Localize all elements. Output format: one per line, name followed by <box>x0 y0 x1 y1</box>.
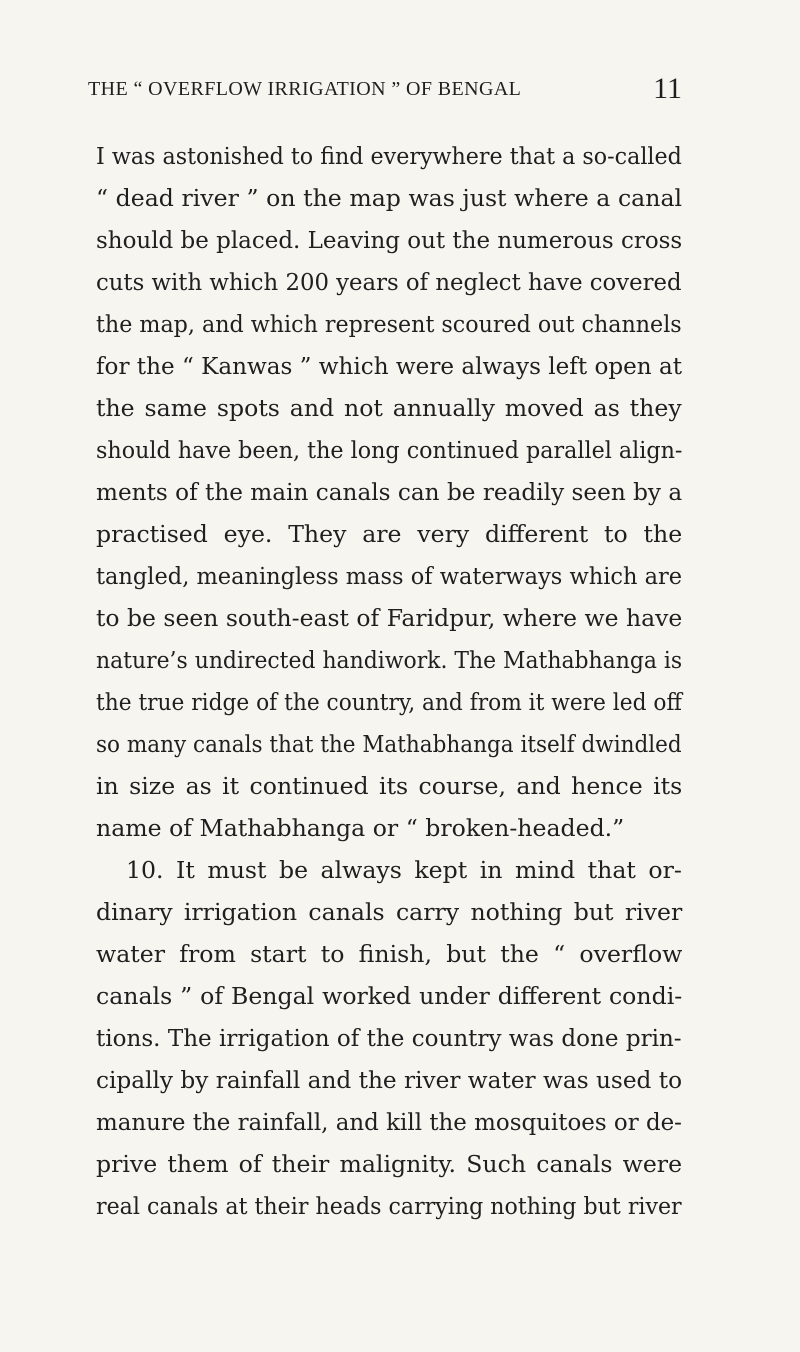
text-line: to be seen south-east of Faridpur, where we have <box>96 604 683 632</box>
text-line: in size as it continued its course, and hence its <box>96 772 683 800</box>
page-number: 11 <box>653 72 682 105</box>
text-line: the map, and which represent scoured out channels <box>96 310 682 338</box>
text-line: the same spots and not annually moved as they <box>96 394 682 422</box>
running-head-title: THE “ OVERFLOW IRRIGATION ” OF BENGAL <box>88 78 522 100</box>
text-line: tions. The irrigation of the country was done prin- <box>96 1024 682 1052</box>
text-line: canals ” of Bengal worked under different condi- <box>96 982 683 1010</box>
text-line: nature’s undirected handiwork. The Mathabhanga is <box>96 646 683 674</box>
text-line: I was astonished to find everywhere that a so-called <box>96 142 682 170</box>
text-line: name of Mathabhanga or “ broken-headed.” <box>96 814 625 842</box>
text-line: the true ridge of the country, and from it were led off <box>96 688 682 716</box>
text-line: prive them of their malignity. Such canals were <box>96 1150 683 1178</box>
text-line: tangled, meaningless mass of waterways which are <box>96 562 683 590</box>
text-line: dinary irrigation canals carry nothing but river <box>96 898 683 926</box>
text-line: cipally by rainfall and the river water was used to <box>96 1066 683 1094</box>
text-line: “ dead river ” on the map was just where a canal <box>96 184 683 212</box>
text-line: cuts with which 200 years of neglect have covered <box>96 268 682 296</box>
text-line: for the “ Kanwas ” which were always left open at <box>96 352 683 380</box>
paragraph-start-line: 10. It must be always kept in mind that or- <box>126 856 682 884</box>
text-line: should have been, the long continued parallel align- <box>96 436 683 464</box>
text-line: ments of the main canals can be readily seen by a <box>96 478 683 506</box>
text-line: manure the rainfall, and kill the mosquitoes or de- <box>96 1108 682 1136</box>
text-line: real canals at their heads carrying nothing but river <box>96 1192 682 1220</box>
running-head <box>88 74 682 104</box>
text-line: so many canals that the Mathabhanga itself dwindled <box>96 730 682 758</box>
text-line: water from start to finish, but the “ overflow <box>96 940 683 968</box>
text-line: practised eye. They are very different to the <box>96 520 683 548</box>
text-line: should be placed. Leaving out the numerous cross <box>96 226 683 254</box>
